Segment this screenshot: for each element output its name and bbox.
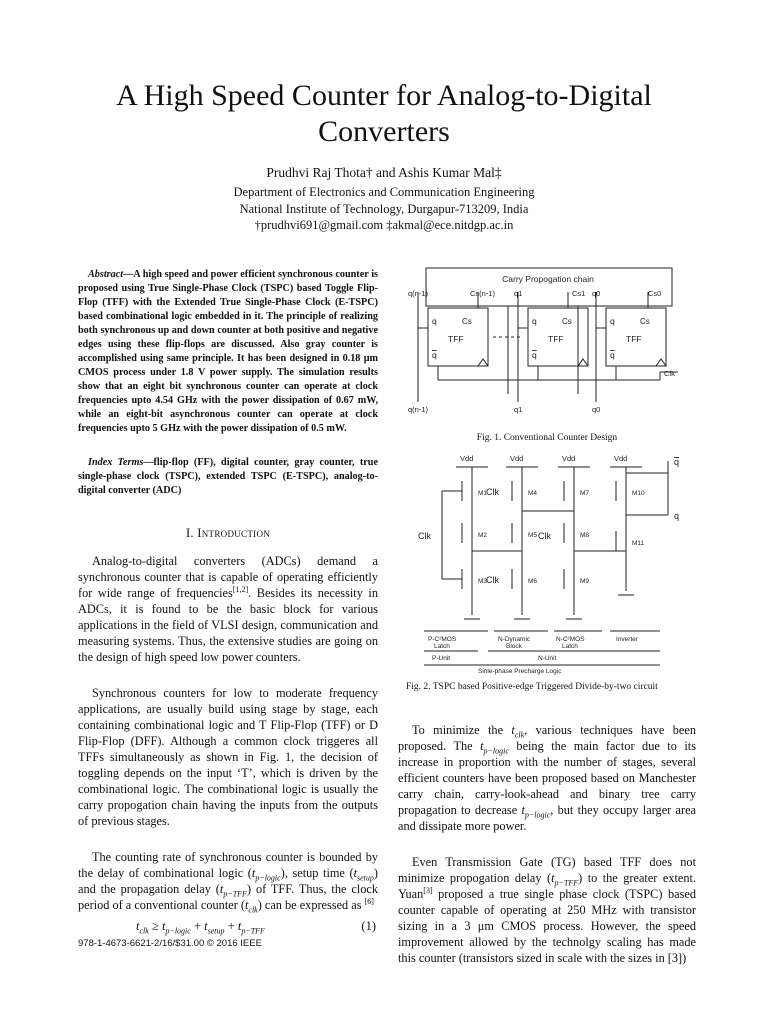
fig1-ff1-q: q (432, 316, 437, 326)
copyright-footer: 978-1-4673-6621-2/16/$31.00 © 2016 IEEE (78, 938, 262, 949)
fig1-cs-n1: Cs(n-1) (470, 289, 496, 298)
affiliation-block (60, 184, 708, 234)
fig2-m4: M4 (528, 490, 538, 497)
fig2-block-4: Inverter (616, 636, 639, 643)
fig1-ff2-q: q (532, 316, 537, 326)
fig2-clk-3: Clk (538, 531, 551, 541)
fig2-block-2b: Block (506, 643, 522, 650)
index-terms-text: —flip-flop (FF), digital counter, gray counter, true single-phase clock (TSPC), extended TSPC (E-TSPC), analog-to-digital converter (ADC) (78, 457, 378, 496)
fig1-ff1-tff: TFF (448, 334, 464, 344)
fig2-m11: M11 (632, 540, 645, 547)
fig1-ff2-tff: TFF (548, 334, 564, 344)
fig2-m7: M7 (580, 490, 590, 497)
fig2-vdd-1: Vdd (460, 454, 474, 463)
fig2-logic: Sinle-phase Precharge Logic (478, 668, 562, 675)
fig1-q0-bottom: q0 (592, 405, 601, 414)
fig2-clk-1: Clk (486, 487, 499, 497)
fig1-ff1-qbar: q (432, 350, 437, 360)
fig2-nunit: N-Unit (538, 655, 557, 662)
abstract (78, 268, 378, 436)
paragraph-3: The counting rate of synchronous counter is bounded by the delay of combinational logic $(t_{p-logic})$, setup time $(t_{setup})$ and the propagation delay $(t_{p-TFF})$ of TFF. Thus, the clock period of a conventional counter $(t_{clk})$ can be expressed as [6] (78, 850, 378, 915)
fig2-vdd-4: Vdd (614, 454, 628, 463)
fig2-m6: M6 (528, 578, 538, 585)
fig2-m1: M1 (478, 490, 488, 497)
figure-2 (398, 451, 696, 692)
fig1-q-n1-top: q(n-1) (408, 289, 429, 298)
abstract-lead: Abstract (88, 269, 124, 280)
section-heading-introduction: I. Introduction (185, 526, 271, 540)
paper-title: A High Speed Counter for Analog-to-Digital Converters (116, 79, 652, 148)
fig1-ff2-cs: Cs (562, 317, 572, 326)
paragraph-1: Analog-to-digital converters (ADCs) demand a synchronous counter that is capable of operating efficiently for wide range of frequencies[1,2]. Besides its necessity in ADCs, it is found to be the basic block for various applications in the field of VLSI design, communication and measuring systems. Thus, the extensive studies are going on the design of high speed low power counters. (78, 554, 378, 664)
fig2-clk-4: Clk (486, 575, 499, 585)
fig1-ff2-qbar: q (532, 350, 537, 360)
fig2-block-3: N-C²MOS (556, 636, 585, 643)
figure-1-diagram (398, 262, 696, 424)
figure-2-diagram (398, 451, 696, 675)
fig2-m8: M8 (580, 532, 590, 539)
fig1-ff3-cs: Cs (640, 317, 650, 326)
fig2-vdd-3: Vdd (562, 454, 576, 463)
figure-1-caption: Fig. 1. Conventional Counter Design (476, 433, 618, 443)
fig1-ff1-cs: Cs (462, 317, 472, 326)
fig2-q-out: q (674, 511, 680, 521)
fig2-m2: M2 (478, 532, 488, 539)
fig1-q0-top: q0 (592, 289, 601, 298)
fig2-m10: M10 (632, 490, 645, 497)
author-line: Prudhvi Raj Thota† and Ashis Kumar Mal‡ (266, 165, 502, 180)
equation-number: (1) (361, 919, 376, 933)
paragraph-2: Synchronous counters for low to moderate frequency applications, are usually build using stage by stage, each containing combinational logic and T Flip-Flop (TFF) or D Flip-Flop (DFF). Although a common clock triggeres all TFFs simultaneously as shown in Fig. 1, the decision of toggling depends on the input ‘T’, which is driven by the combinational logic. The combinational logic is usually the carry propogation chain having the inputs from the outputs of previous stages. (78, 686, 378, 828)
fig2-block-1: P-C²MOS (428, 636, 457, 643)
index-terms (78, 456, 378, 498)
fig1-chain-label: Carry Propogation chain (502, 274, 594, 284)
fig2-block-3b: Latch (562, 643, 578, 650)
fig1-q1-top: q1 (514, 289, 523, 298)
fig2-m9: M9 (580, 578, 590, 585)
fig1-clk: Clk (664, 369, 675, 378)
email-line: †prudhvi691@gmail.com ‡akmal@ece.nitdgp.ac.in (254, 218, 514, 232)
left-column (78, 268, 378, 937)
institute-line: National Institute of Technology, Durgapur-713209, India (239, 201, 529, 216)
paragraph-4: To minimize the $t_{clk}$, various techniques have been proposed. The $t_{p-logic}$ being the main factor due to its increase in proportion with the number of stages, several efficient counters have been proposed based on Manchester carry chain, carry-look-ahead and binary tree carry propagation to decrease $t_{p-logic}$, but they occupy larger area and dissipate more power. (398, 723, 697, 833)
fig1-ff3-tff: TFF (626, 334, 642, 344)
fig1-ff3-q: q (610, 316, 615, 326)
figure-2-caption: Fig. 2. TSPC based Positive-edge Triggered Divide-by-two circuit (406, 682, 658, 692)
figure-1 (398, 262, 696, 443)
equation-1 (78, 919, 378, 937)
paragraph-5: Even Transmission Gate (TG) based TFF does not minimize propogation delay $(t_{p-TFF})$ to the greater extent. Yuan[3] proposed a true single phase clock (TSPC) based counter capable of operating at 250 MHz with transistor sizing in a 3 μm CMOS process. However, the speed improvement allowed by the technolgy scaling has made this counter (transistors sized in scale with the sizes in [3]) (398, 855, 696, 965)
fig2-m3: M3 (478, 578, 488, 585)
fig1-cs1: Cs1 (572, 289, 586, 298)
right-column (398, 262, 696, 982)
fig2-clk-2: Clk (418, 531, 431, 541)
fig2-qbar-out: q (674, 457, 680, 467)
fig2-m5: M5 (528, 532, 538, 539)
fig2-block-2: N-Dynamic (498, 636, 531, 643)
fig2-punit: P-Unit (432, 655, 451, 662)
abstract-text: —A high speed and power efficient synchronous counter is proposed using True Single-Phase Clock (TSPC) based Toggle Flip-Flop (TFF) with the Extended True Single-Phase Clock (E-TSPC) based combinational logic embedded in it. The principle of realizing both synchronous up and down counter at both positive and negative edges using these flip-flops are discussed. Also gray counter is accomplished using same principle. It has been designed in 0.18 μm CMOS process under 1.8 V power supply. The simulation results show that an eight bit synchronous counter can operate at clock frequencies upto 4.54 GHz with the power dissipation of 0.67 mW, while an eight-bit asynchronous counter can operate at clock frequencies upto 5 GHz with the power dissipation of 0.5 mW. (78, 269, 378, 434)
fig1-cs0: Cs0 (648, 289, 662, 298)
index-terms-lead: Index Terms (88, 457, 144, 468)
equation-body: $t_{clk} \ge t_{p-logic} + t_{setup} + t_{p-TFF}$ (136, 919, 265, 936)
department-line: Department of Electronics and Communication Engineering (233, 185, 535, 199)
fig2-block-1b: Latch (434, 643, 450, 650)
fig2-vdd-2: Vdd (510, 454, 524, 463)
fig1-q1-bottom: q1 (514, 405, 523, 414)
fig1-ff3-qbar: q (610, 350, 615, 360)
fig1-q-n1-bottom: q(n-1) (408, 405, 429, 414)
